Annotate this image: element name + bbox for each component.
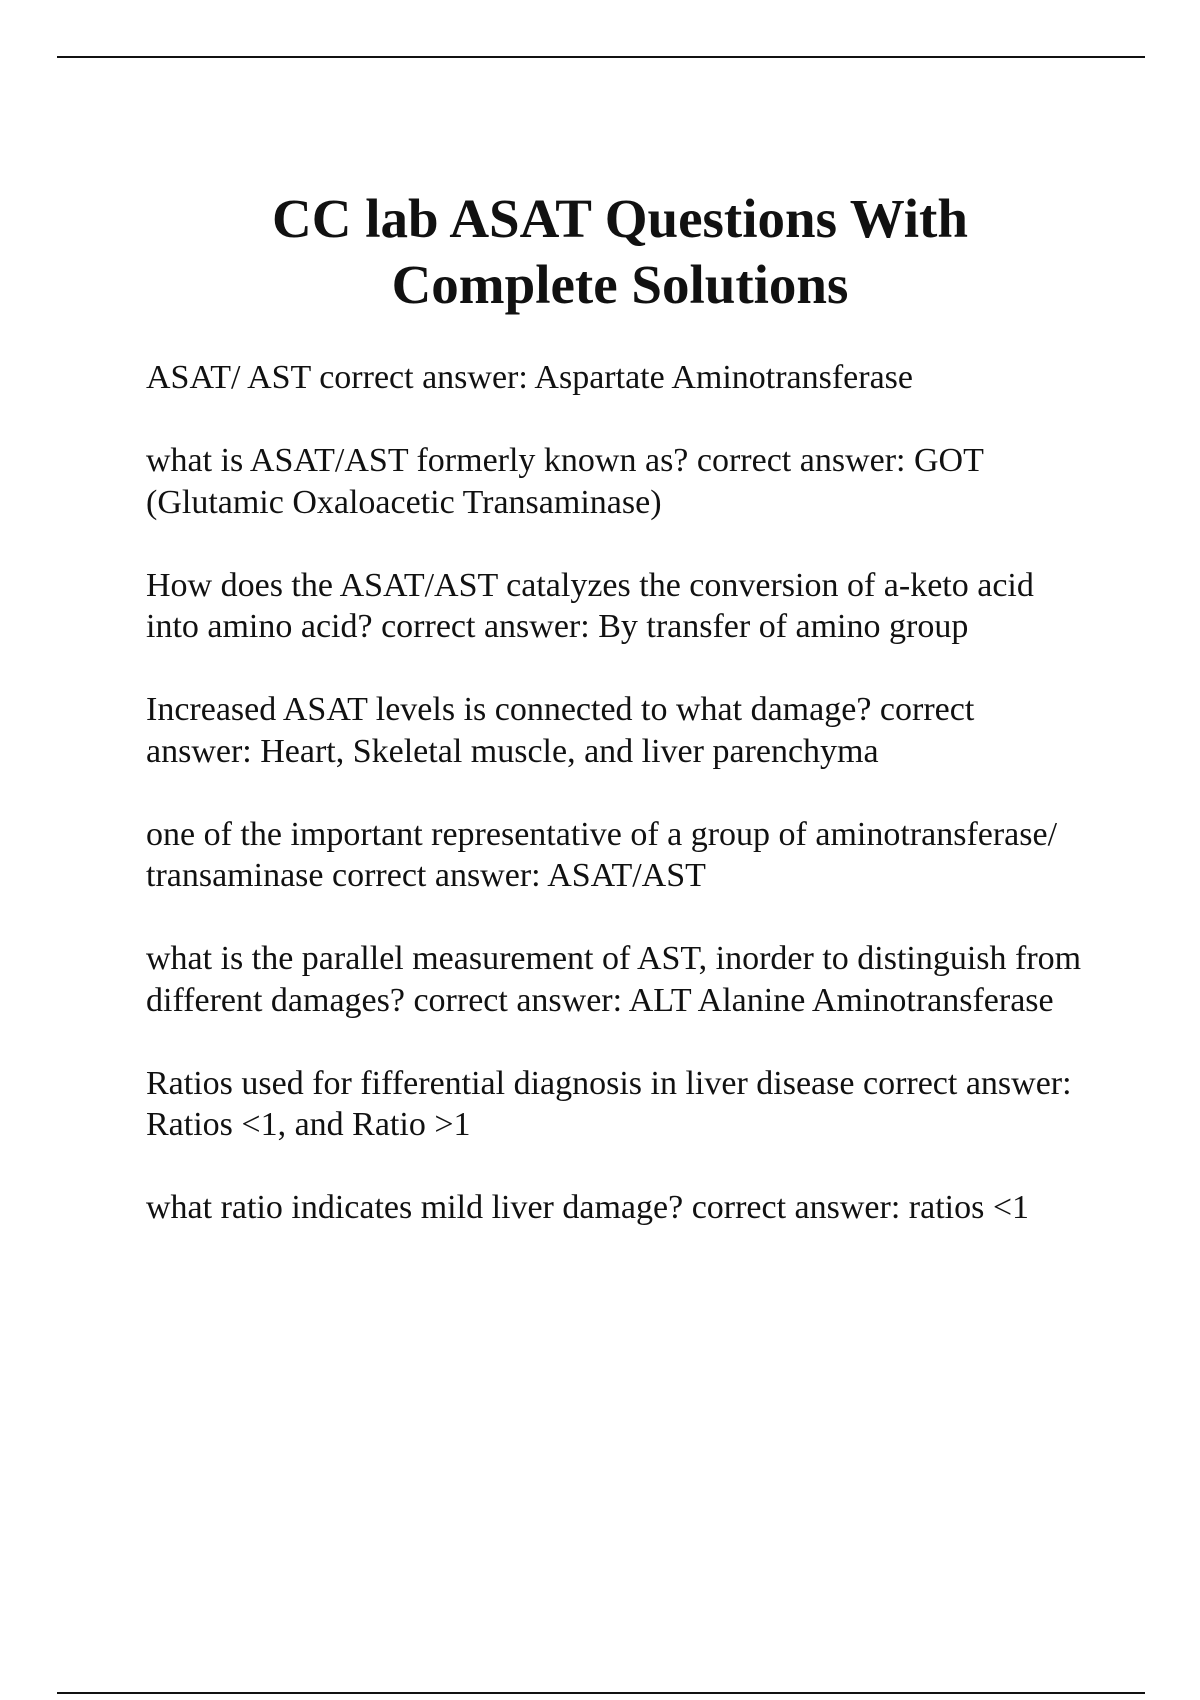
qa-item: one of the important representative of a group of aminotransferase/ transaminase correct answer: ASAT/AST bbox=[146, 815, 1058, 894]
qa-item: Ratios used for fifferential diagnosis in liver disease correct answer: Ratios <1, and Ratio >1 bbox=[146, 1064, 1072, 1143]
title-line-2: Complete Solutions bbox=[391, 254, 849, 315]
qa-list bbox=[146, 357, 1086, 1270]
qa-item: what ratio indicates mild liver damage? correct answer: ratios <1 bbox=[146, 1189, 1030, 1226]
qa-item: what is the parallel measurement of AST, inorder to distinguish from different damages? correct answer: ALT Alanine Aminotransferase bbox=[146, 940, 1082, 1019]
qa-item: Increased ASAT levels is connected to what damage? correct answer: Heart, Skeletal muscle, and liver parenchyma bbox=[146, 691, 975, 770]
qa-item: ASAT/ AST correct answer: Aspartate Aminotransferase bbox=[146, 359, 914, 396]
qa-item: what is ASAT/AST formerly known as? correct answer: GOT (Glutamic Oxaloacetic Transaminase) bbox=[146, 442, 984, 521]
page-title bbox=[100, 186, 1140, 318]
bottom-rule bbox=[57, 1692, 1145, 1694]
title-line-1: CC lab ASAT Questions With bbox=[272, 188, 968, 249]
qa-item: How does the ASAT/AST catalyzes the conversion of a-keto acid into amino acid? correct answer: By transfer of amino group bbox=[146, 566, 1034, 645]
top-rule bbox=[57, 56, 1145, 58]
